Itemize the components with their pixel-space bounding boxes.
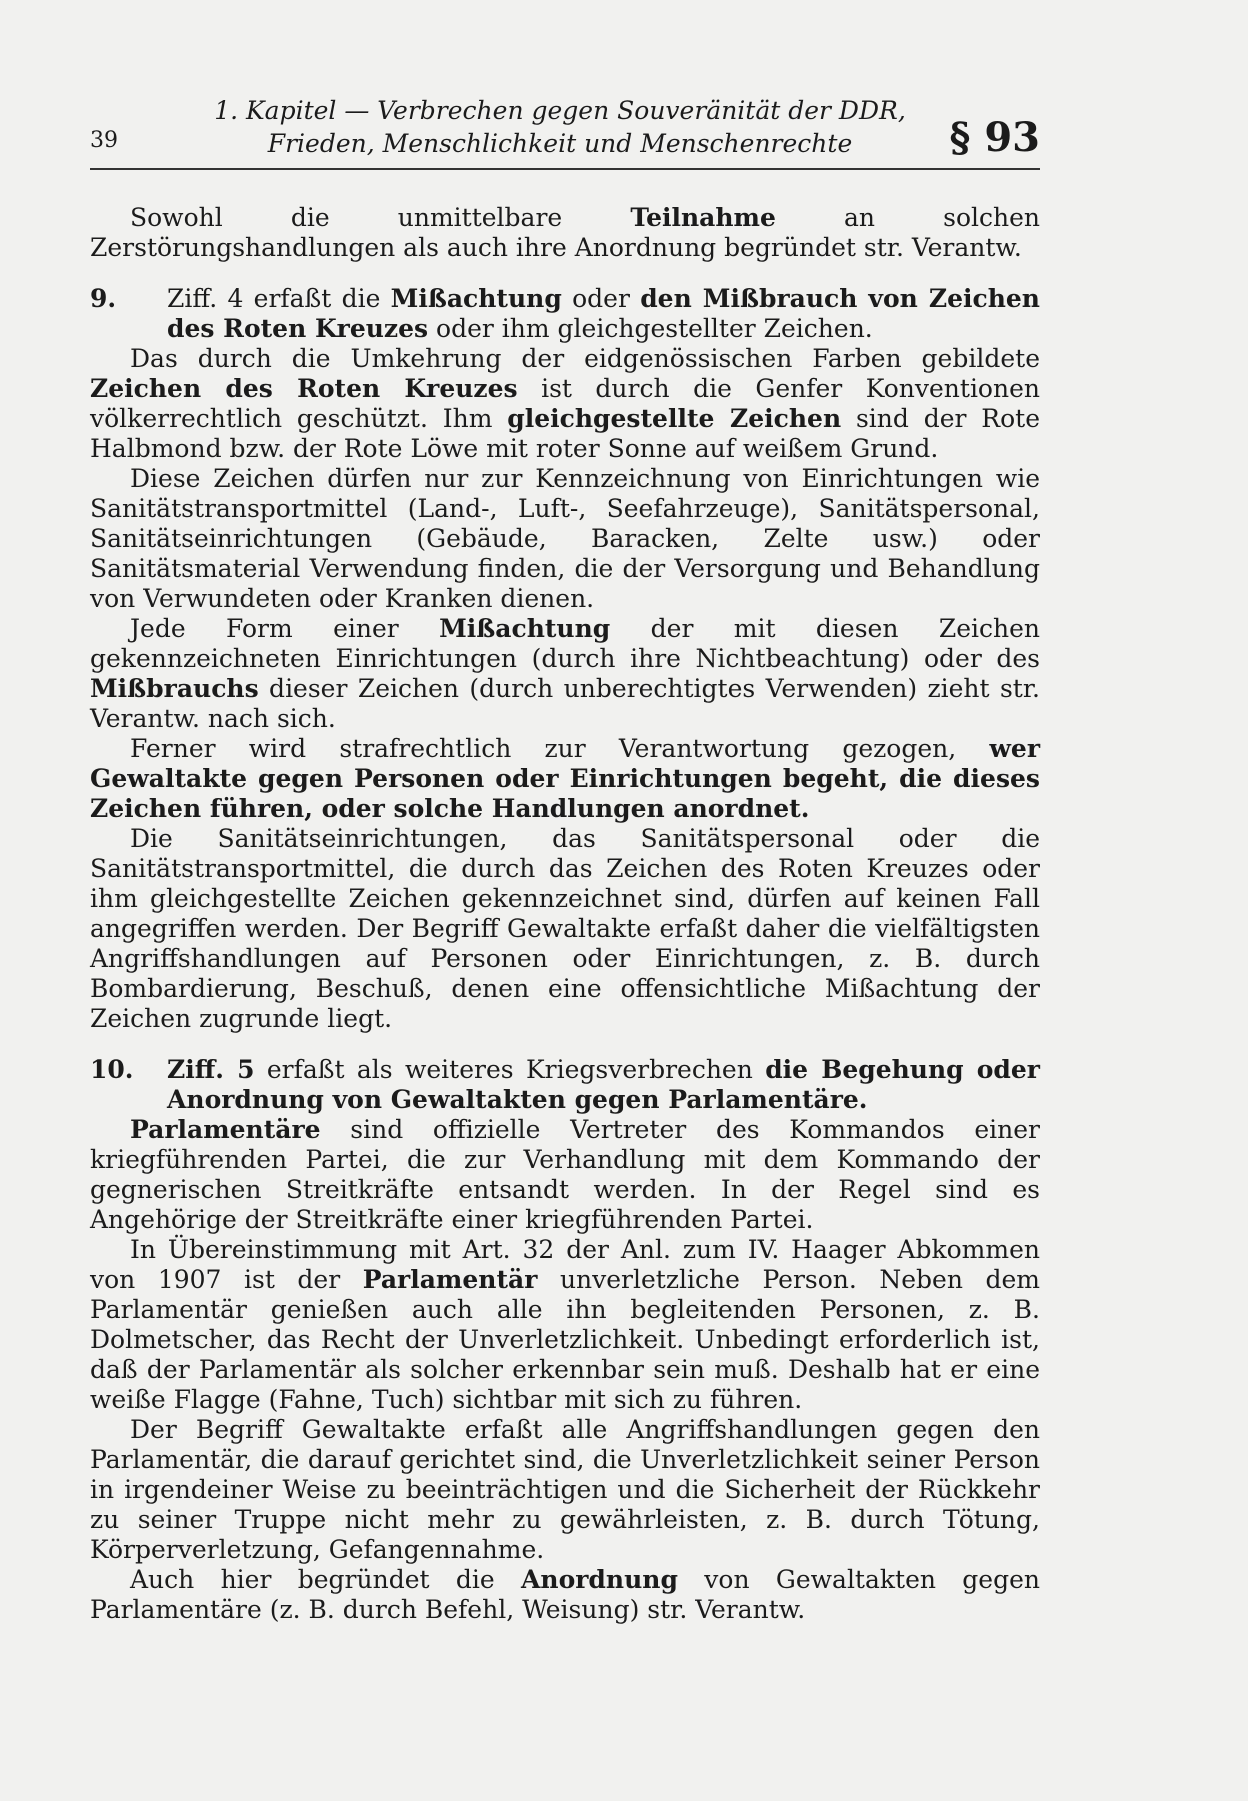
paragraph: Die Sanitätseinrichtungen, das Sanitätspersonal oder die Sanitätstransportmittel, die durch das Zeichen des Roten Kreuzes oder ihm gleichgestellte Zeichen gekennzeichnet sind, dürfen auf keinen Fall angegriffen werden. Der Begriff Gewaltakte erfaßt daher die vielfältigsten Angriffshandlungen auf Personen oder Einrichtungen, z. B. durch Bombardierung, Beschuß, denen eine offensichtliche Mißachtung der Zeichen zugrunde liegt. [90,824,1040,1033]
header-rule [90,168,1040,170]
page-number: 39 [90,128,118,153]
chapter-title [170,94,950,160]
chapter-title-line-2: Frieden, Menschlichkeit und Menschenrechte [267,129,853,158]
paragraph: Der Begriff Gewaltakte erfaßt alle Angriffshandlungen gegen den Parlamentär, die darauf gerichtet sind, die Unverletzlichkeit seiner Person in irgendeiner Weise zu beeinträchtigen und die Sicherheit der Rückkehr zu seiner Truppe nicht mehr zu gewährleisten, z. B. durch Tötung, Körperverletzung, Gefangennahme. [90,1415,1040,1564]
item-number: 10. [90,1055,134,1084]
item-lead: Ziff. 4 erfaßt die Mißachtung oder den Mißbrauch von Zeichen des Roten Kreuzes oder ihm gleichgestellter Zeichen. [167,284,1040,343]
paragraph: In Übereinstimmung mit Art. 32 der Anl. zum IV. Haager Abkommen von 1907 ist der Parlamentär unverletzliche Person. Neben dem Parlamentär genießen auch alle ihn begleitenden Personen, z. B. Dolmetscher, das Recht der Unverletzlichkeit. Unbedingt erforderlich ist, daß der Parlamentär als solcher erkennbar sein muß. Deshalb hat er eine weiße Flagge (Fahne, Tuch) sichtbar mit sich zu führen. [90,1235,1041,1414]
paragraph: Das durch die Umkehrung der eidgenössischen Farben gebildete Zeichen des Roten Kreuzes ist durch die Genfer Konventionen völkerrechtlich geschützt. Ihm gleichgestellte Zeichen sind der Rote Halbmond bzw. der Rote Löwe mit roter Sonne auf weißem Grund. [90,344,1040,463]
intro-paragraph: Sowohl die unmittelbare Teilnahme an solchen Zerstörungshandlungen als auch ihre Anordnung begründet str. Verantw. [90,203,1040,262]
page-header [90,90,1040,162]
item-lead: Ziff. 5 erfaßt als weiteres Kriegsverbrechen die Begehung oder Anordnung von Gewaltakten gegen Parlamentäre. [167,1055,1040,1114]
paragraph: Jede Form einer Mißachtung der mit diesen Zeichen gekennzeichneten Einrichtungen (durch ihre Nichtbeachtung) oder des Mißbrauchs dieser Zeichen (durch unberechtigtes Verwenden) zieht str. Verantw. nach sich. [90,614,1040,733]
paragraph: Diese Zeichen dürfen nur zur Kennzeichnung von Einrichtungen wie Sanitätstransportmittel (Land-, Luft-, Seefahrzeuge), Sanitätspersonal, Sanitätseinrichtungen (Gebäude, Baracken, Zelte usw.) oder Sanitätsmaterial Verwendung finden, die der Versorgung und Behandlung von Verwundeten oder Kranken dienen. [90,464,1040,613]
section-item-10 [90,1055,1040,1115]
section-item-9 [90,284,1040,344]
chapter-title-line-1: 1. Kapitel — Verbrechen gegen Souveränität der DDR, [214,96,906,125]
paragraph: Auch hier begründet die Anordnung von Gewaltakten gegen Parlamentäre (z. B. durch Befehl, Weisung) str. Verantw. [90,1565,1041,1624]
section-mark: § 93 [949,114,1040,161]
page-body [90,203,1040,1625]
paragraph: Ferner wird strafrechtlich zur Verantwortung gezogen, wer Gewaltakte gegen Personen oder Einrichtungen begeht, die dieses Zeichen führen, oder solche Handlungen anordnet. [90,734,1040,823]
paragraph: Parlamentäre sind offizielle Vertreter des Kommandos einer kriegführenden Partei, die zur Verhandlung mit dem Kommando der gegnerischen Streitkräfte entsandt werden. In der Regel sind es Angehörige der Streitkräfte einer kriegführenden Partei. [90,1115,1040,1234]
item-number: 9. [90,284,117,313]
